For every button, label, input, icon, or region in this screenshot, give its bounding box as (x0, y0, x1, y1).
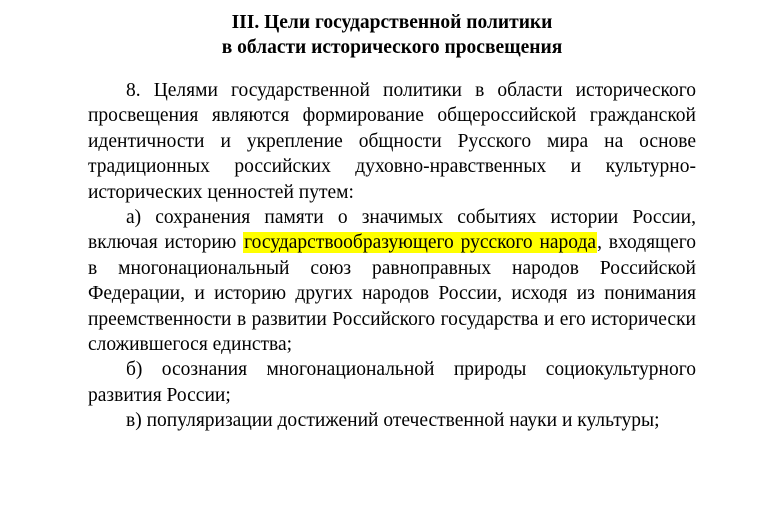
page-title-line-1: III. Цели государственной политики (231, 12, 553, 33)
paragraph-item-v: в) популяризации достижений отечественной науки и культуры; (126, 410, 660, 432)
paragraph-item-a-text-after: , входящего в многонациональный союз равноправных народов Российской Федерации, и историю других народов России, исходя из понимания преемственности в развитии Российского государства и его исторически сложившегося единства; (88, 232, 696, 356)
document-body (88, 78, 696, 434)
paragraph-item-a (88, 205, 696, 357)
page-title-line-2: в области исторического просвещения (221, 37, 563, 58)
paragraph-item-b: б) осознания многонациональной природы социокультурного развития России; (88, 359, 696, 406)
paragraph-clause-8: 8. Целями государственной политики в области исторического просвещения являются формирование общероссийской гражданской идентичности и укрепление общности Русского мира на основе традиционных российских духовно-нравственных и культурно-исторических ценностей путем: (88, 80, 696, 203)
page-title (88, 10, 696, 60)
highlighted-phrase: государствообразующего русского народа (244, 232, 597, 254)
paragraph-item-a-text-before: а) сохранения памяти о значимых событиях истории России, включая историю (88, 207, 696, 254)
